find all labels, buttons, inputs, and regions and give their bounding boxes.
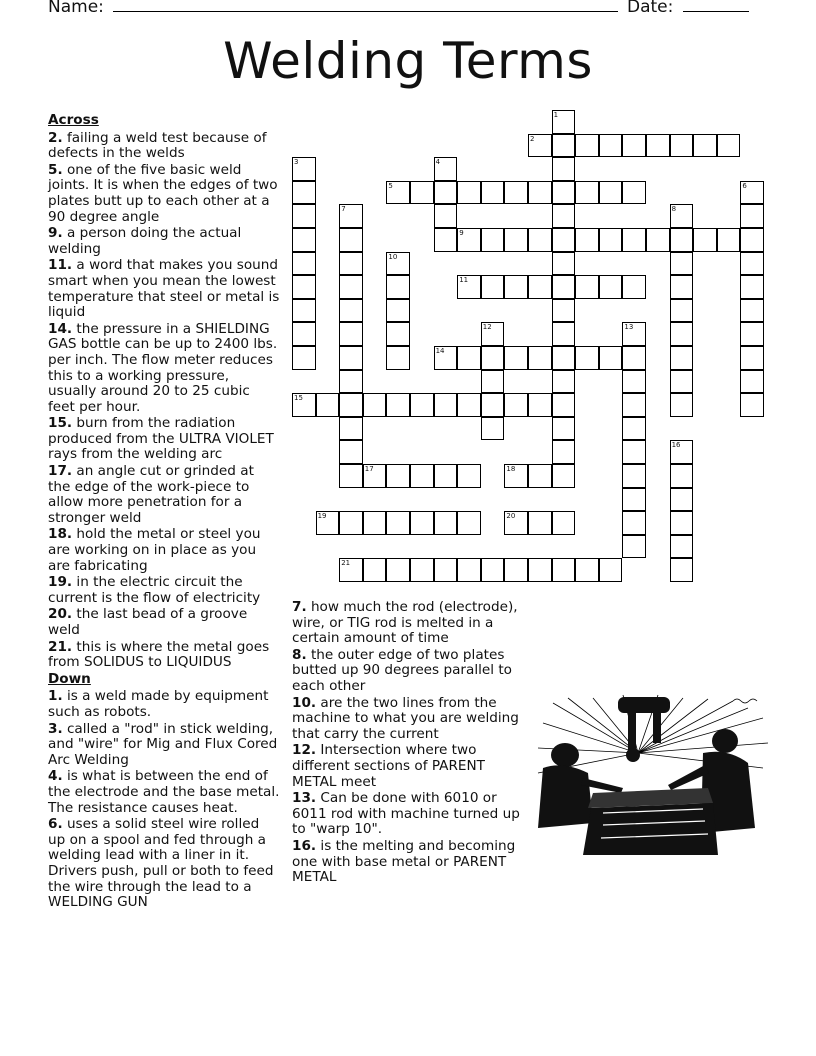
grid-cell[interactable] <box>457 558 481 582</box>
clue-text: Intersection where two different sections of PARENT METAL meet <box>292 742 485 790</box>
grid-cell[interactable] <box>339 299 363 323</box>
cell-number: 20 <box>506 512 516 521</box>
grid-cell[interactable] <box>670 322 694 346</box>
clue-number: 14. <box>48 320 73 337</box>
cell-number: 15 <box>294 394 303 403</box>
clue-item <box>48 163 280 225</box>
grid-cell[interactable] <box>339 228 363 252</box>
grid-cell[interactable] <box>292 252 316 276</box>
grid-cell[interactable] <box>410 511 434 535</box>
down-clue-list-left <box>48 689 280 910</box>
clues-left-column <box>48 113 280 912</box>
grid-cell[interactable] <box>552 181 576 205</box>
clue-number: 21. <box>48 638 73 655</box>
grid-cell[interactable] <box>410 464 434 488</box>
clue-number: 18. <box>48 526 73 543</box>
grid-cell[interactable] <box>457 181 481 205</box>
grid-cell[interactable] <box>670 535 694 559</box>
across-clue-list <box>48 131 280 671</box>
cell-number: 13 <box>624 323 634 332</box>
grid-cell[interactable] <box>670 370 694 394</box>
grid-cell[interactable] <box>599 346 623 370</box>
cell-number: 21 <box>341 559 351 568</box>
grid-cell[interactable] <box>670 346 694 370</box>
grid-cell[interactable] <box>528 511 552 535</box>
grid-cell[interactable] <box>552 134 576 158</box>
date-label: Date: <box>627 0 674 17</box>
grid-cell[interactable] <box>740 275 764 299</box>
clue-item <box>48 689 280 720</box>
clue-number: 1. <box>48 688 63 705</box>
grid-cell[interactable] <box>434 346 458 370</box>
grid-cell[interactable] <box>339 252 363 276</box>
clue-number: 2. <box>48 129 63 146</box>
name-label: Name: <box>48 0 104 17</box>
grid-cell[interactable] <box>670 228 694 252</box>
grid-cell[interactable] <box>434 157 458 181</box>
clue-number: 15. <box>48 415 73 432</box>
grid-cell[interactable] <box>339 393 363 417</box>
grid-cell[interactable] <box>528 464 552 488</box>
grid-cell[interactable] <box>363 393 387 417</box>
grid-cell[interactable] <box>481 370 505 394</box>
grid-cell[interactable] <box>575 181 599 205</box>
clue-text: called a "rod" in stick welding, and "wire" for Mig and Flux Cored Arc Welding <box>48 720 278 768</box>
grid-cell[interactable] <box>622 322 646 346</box>
grid-cell[interactable] <box>386 252 410 276</box>
grid-cell[interactable] <box>434 558 458 582</box>
cell-number: 7 <box>341 205 346 214</box>
grid-cell[interactable] <box>292 228 316 252</box>
grid-cell[interactable] <box>528 346 552 370</box>
grid-cell[interactable] <box>434 464 458 488</box>
grid-cell[interactable] <box>552 440 576 464</box>
grid-cell[interactable] <box>339 322 363 346</box>
cell-number: 10 <box>388 252 398 261</box>
grid-cell[interactable] <box>339 511 363 535</box>
name-blank <box>113 0 618 12</box>
grid-cell[interactable] <box>552 417 576 441</box>
grid-cell[interactable] <box>552 110 576 134</box>
grid-cell[interactable] <box>434 393 458 417</box>
grid-cell[interactable] <box>575 558 599 582</box>
grid-cell[interactable] <box>670 393 694 417</box>
grid-cell[interactable] <box>552 157 576 181</box>
grid-cell[interactable] <box>740 370 764 394</box>
grid-cell[interactable] <box>740 346 764 370</box>
grid-cell[interactable] <box>410 393 434 417</box>
clue-item <box>292 743 524 790</box>
grid-cell[interactable] <box>740 252 764 276</box>
grid-cell[interactable] <box>481 322 505 346</box>
grid-cell[interactable] <box>599 181 623 205</box>
clue-item <box>48 817 280 911</box>
grid-cell[interactable] <box>646 228 670 252</box>
clue-text: uses a solid steel wire rolled up on a spool and fed through a welding lead with a liner in it. Drivers push, pull or both to feed the wire through the lead to a WELDING GUN <box>48 816 274 911</box>
clue-item <box>48 527 280 574</box>
cell-number: 12 <box>482 323 492 332</box>
grid-cell[interactable] <box>622 440 646 464</box>
grid-cell[interactable] <box>457 228 481 252</box>
clue-number: 11. <box>48 257 73 274</box>
grid-cell[interactable] <box>504 511 528 535</box>
grid-cell[interactable] <box>339 370 363 394</box>
down-clue-list-right <box>292 600 524 886</box>
grid-cell[interactable] <box>292 181 316 205</box>
cell-number: 9 <box>459 229 464 237</box>
clue-item <box>292 839 524 886</box>
date-line[interactable] <box>627 0 749 17</box>
grid-cell[interactable] <box>363 511 387 535</box>
clue-item <box>292 696 524 743</box>
grid-cell[interactable] <box>292 393 316 417</box>
grid-cell[interactable] <box>575 275 599 299</box>
welders-illustration <box>533 693 769 855</box>
grid-cell[interactable] <box>504 393 528 417</box>
clue-number: 12. <box>292 742 317 759</box>
grid-cell[interactable] <box>316 511 340 535</box>
cell-number: 16 <box>671 441 681 450</box>
grid-cell[interactable] <box>292 346 316 370</box>
clue-number: 8. <box>292 646 307 663</box>
clue-item <box>48 640 280 671</box>
grid-cell[interactable] <box>386 558 410 582</box>
grid-cell[interactable] <box>670 558 694 582</box>
grid-cell[interactable] <box>457 275 481 299</box>
grid-cell[interactable] <box>670 204 694 228</box>
cell-number: 3 <box>294 158 299 167</box>
grid-cell[interactable] <box>504 464 528 488</box>
date-blank <box>683 0 749 12</box>
grid-cell[interactable] <box>552 322 576 346</box>
clue-item <box>48 607 280 638</box>
down-heading: Down <box>48 670 91 687</box>
clue-item <box>292 600 524 647</box>
grid-cell[interactable] <box>622 464 646 488</box>
grid-cell[interactable] <box>434 511 458 535</box>
grid-cell[interactable] <box>339 440 363 464</box>
clue-item <box>48 258 280 320</box>
cell-number: 5 <box>388 181 393 190</box>
grid-cell[interactable] <box>386 511 410 535</box>
grid-cell[interactable] <box>292 157 316 181</box>
grid-cell[interactable] <box>740 393 764 417</box>
grid-cell[interactable] <box>528 393 552 417</box>
grid-cell[interactable] <box>552 346 576 370</box>
grid-cell[interactable] <box>670 464 694 488</box>
grid-cell[interactable] <box>434 204 458 228</box>
clue-text: Can be done with 6010 or 6011 rod with machine turned up to "warp 10". <box>292 790 520 838</box>
grid-cell[interactable] <box>622 134 646 158</box>
grid-cell[interactable] <box>717 228 741 252</box>
grid-cell[interactable] <box>552 299 576 323</box>
grid-cell[interactable] <box>740 322 764 346</box>
clue-item <box>292 648 524 695</box>
clue-text: burn from the radiation produced from the ULTRA VIOLET rays from the welding arc <box>48 415 274 463</box>
grid-cell[interactable] <box>363 464 387 488</box>
grid-cell[interactable] <box>504 275 528 299</box>
grid-cell[interactable] <box>670 134 694 158</box>
cell-number: 14 <box>435 347 445 355</box>
clue-text: is a weld made by equipment such as robots. <box>48 688 269 720</box>
grid-cell[interactable] <box>528 181 552 205</box>
grid-cell[interactable] <box>481 417 505 441</box>
cell-number: 8 <box>671 205 677 214</box>
clue-text: in the electric circuit the current is the flow of electricity <box>48 574 261 606</box>
grid-cell[interactable] <box>457 464 481 488</box>
clue-text: the outer edge of two plates butted up 90 degrees parallel to each other <box>292 646 512 694</box>
grid-cell[interactable] <box>670 299 694 323</box>
cell-number: 4 <box>435 158 441 167</box>
grid-cell[interactable] <box>599 228 623 252</box>
grid-cell[interactable] <box>457 511 481 535</box>
grid-cell[interactable] <box>528 275 552 299</box>
grid-cell[interactable] <box>386 275 410 299</box>
clue-text: this is where the metal goes from SOLIDUS to LIQUIDUS <box>48 638 270 671</box>
grid-cell[interactable] <box>528 558 552 582</box>
grid-cell[interactable] <box>552 558 576 582</box>
clue-text: hold the metal or steel you are working on in place as you are fabricating <box>48 526 261 574</box>
clue-number: 4. <box>48 768 63 785</box>
clue-text: is what is between the end of the electrode and the base metal. The resistance causes heat. <box>48 768 280 816</box>
cell-number: 1 <box>553 111 559 119</box>
clue-number: 17. <box>48 463 73 480</box>
grid-cell[interactable] <box>292 204 316 228</box>
grid-cell[interactable] <box>599 558 623 582</box>
grid-cell[interactable] <box>693 228 717 252</box>
clue-number: 6. <box>48 816 63 833</box>
grid-cell[interactable] <box>575 134 599 158</box>
clue-item <box>48 131 280 162</box>
grid-cell[interactable] <box>670 252 694 276</box>
grid-cell[interactable] <box>552 393 576 417</box>
clue-text: are the two lines from the machine to what you are welding that carry the current <box>292 694 519 742</box>
grid-cell[interactable] <box>481 558 505 582</box>
grid-cell[interactable] <box>552 252 576 276</box>
grid-cell[interactable] <box>292 275 316 299</box>
grid-cell[interactable] <box>622 417 646 441</box>
clue-number: 5. <box>48 161 63 178</box>
grid-cell[interactable] <box>670 488 694 512</box>
clue-item <box>48 464 280 526</box>
clue-item <box>48 575 280 606</box>
grid-cell[interactable] <box>528 228 552 252</box>
grid-cell[interactable] <box>292 299 316 323</box>
grid-cell[interactable] <box>292 322 316 346</box>
grid-cell[interactable] <box>363 558 387 582</box>
grid-cell[interactable] <box>528 134 552 158</box>
clue-number: 3. <box>48 720 63 737</box>
cell-number: 17 <box>364 465 374 473</box>
grid-cell[interactable] <box>504 558 528 582</box>
grid-cell[interactable] <box>740 228 764 252</box>
grid-cell[interactable] <box>481 275 505 299</box>
clue-text: one of the five basic weld joints. It is when the edges of two plates butt up to each other at a 90 degree angle <box>48 161 278 225</box>
grid-cell[interactable] <box>622 370 646 394</box>
clue-number: 19. <box>48 574 73 591</box>
clue-number: 9. <box>48 225 63 242</box>
clue-text: is the melting and becoming one with base metal or PARENT METAL <box>292 837 516 886</box>
clue-item <box>292 791 524 838</box>
grid-cell[interactable] <box>552 228 576 252</box>
clue-item <box>48 769 280 816</box>
grid-cell[interactable] <box>552 204 576 228</box>
grid-cell[interactable] <box>622 228 646 252</box>
grid-cell[interactable] <box>457 346 481 370</box>
grid-cell[interactable] <box>481 393 505 417</box>
grid-cell[interactable] <box>434 228 458 252</box>
clue-number: 7. <box>292 599 307 615</box>
clue-text: the last bead of a groove weld <box>48 606 248 638</box>
grid-cell[interactable] <box>552 275 576 299</box>
clue-item <box>48 722 280 769</box>
grid-cell[interactable] <box>740 204 764 228</box>
grid-cell[interactable] <box>339 464 363 488</box>
name-line[interactable] <box>48 0 618 17</box>
grid-cell[interactable] <box>434 181 458 205</box>
grid-cell[interactable] <box>740 181 764 205</box>
grid-cell[interactable] <box>481 228 505 252</box>
grid-cell[interactable] <box>504 346 528 370</box>
grid-cell[interactable] <box>693 134 717 158</box>
grid-cell[interactable] <box>386 346 410 370</box>
grid-cell[interactable] <box>622 535 646 559</box>
grid-cell[interactable] <box>481 346 505 370</box>
grid-cell[interactable] <box>339 204 363 228</box>
grid-cell[interactable] <box>575 228 599 252</box>
clue-item <box>48 322 280 416</box>
cell-number: 11 <box>459 276 469 285</box>
page-title: Welding Terms <box>223 32 593 90</box>
cell-number: 18 <box>506 465 516 473</box>
clue-number: 16. <box>292 837 317 854</box>
welders-image <box>533 693 769 855</box>
clue-item <box>48 226 280 257</box>
grid-cell[interactable] <box>457 393 481 417</box>
grid-cell[interactable] <box>316 393 340 417</box>
grid-cell[interactable] <box>552 370 576 394</box>
grid-cell[interactable] <box>622 181 646 205</box>
grid-cell[interactable] <box>410 558 434 582</box>
grid-cell[interactable] <box>740 299 764 323</box>
grid-cell[interactable] <box>339 275 363 299</box>
grid-cell[interactable] <box>670 440 694 464</box>
grid-cell[interactable] <box>622 393 646 417</box>
grid-cell[interactable] <box>552 511 576 535</box>
grid-cell[interactable] <box>339 417 363 441</box>
grid-cell[interactable] <box>386 299 410 323</box>
clue-text: failing a weld test because of defects in the welds <box>48 129 267 162</box>
grid-cell[interactable] <box>622 488 646 512</box>
clues-right-column <box>292 600 524 887</box>
grid-cell[interactable] <box>622 346 646 370</box>
grid-cell[interactable] <box>386 322 410 346</box>
clue-number: 10. <box>292 694 317 711</box>
grid-cell[interactable] <box>670 511 694 535</box>
cell-number: 19 <box>317 512 327 521</box>
clue-text: the pressure in a SHIELDING GAS bottle can be up to 2400 lbs. per inch. The flow meter reduces this to a working pressure, usually around 20 to 25 cubic feet per hour. <box>48 320 278 415</box>
grid-cell[interactable] <box>386 393 410 417</box>
grid-cell[interactable] <box>386 181 410 205</box>
clue-text: a person doing the actual welding <box>48 225 242 257</box>
grid-cell[interactable] <box>575 346 599 370</box>
grid-cell[interactable] <box>339 558 363 582</box>
clue-text: an angle cut or grinded at the edge of the work-piece to allow more penetration for a stronger weld <box>48 463 254 526</box>
grid-cell[interactable] <box>622 511 646 535</box>
grid-cell[interactable] <box>599 275 623 299</box>
grid-cell[interactable] <box>717 134 741 158</box>
grid-cell[interactable] <box>599 134 623 158</box>
grid-cell[interactable] <box>386 464 410 488</box>
clue-number: 13. <box>292 790 317 807</box>
cell-number: 6 <box>742 181 747 190</box>
grid-cell[interactable] <box>504 228 528 252</box>
grid-cell[interactable] <box>504 181 528 205</box>
grid-cell[interactable] <box>481 181 505 205</box>
grid-cell[interactable] <box>339 346 363 370</box>
cell-number: 2 <box>530 134 535 143</box>
clue-number: 20. <box>48 606 73 623</box>
grid-cell[interactable] <box>646 134 670 158</box>
grid-cell[interactable] <box>410 181 434 205</box>
grid-cell[interactable] <box>552 464 576 488</box>
across-heading: Across <box>48 112 99 128</box>
grid-cell[interactable] <box>670 275 694 299</box>
clue-item <box>48 416 280 463</box>
grid-cell[interactable] <box>622 275 646 299</box>
clue-text: how much the rod (electrode), wire, or TIG rod is melted in a certain amount of time <box>292 599 518 647</box>
clue-text: a word that makes you sound smart when you mean the lowest temperature that steel or metal is liquid <box>48 257 280 321</box>
